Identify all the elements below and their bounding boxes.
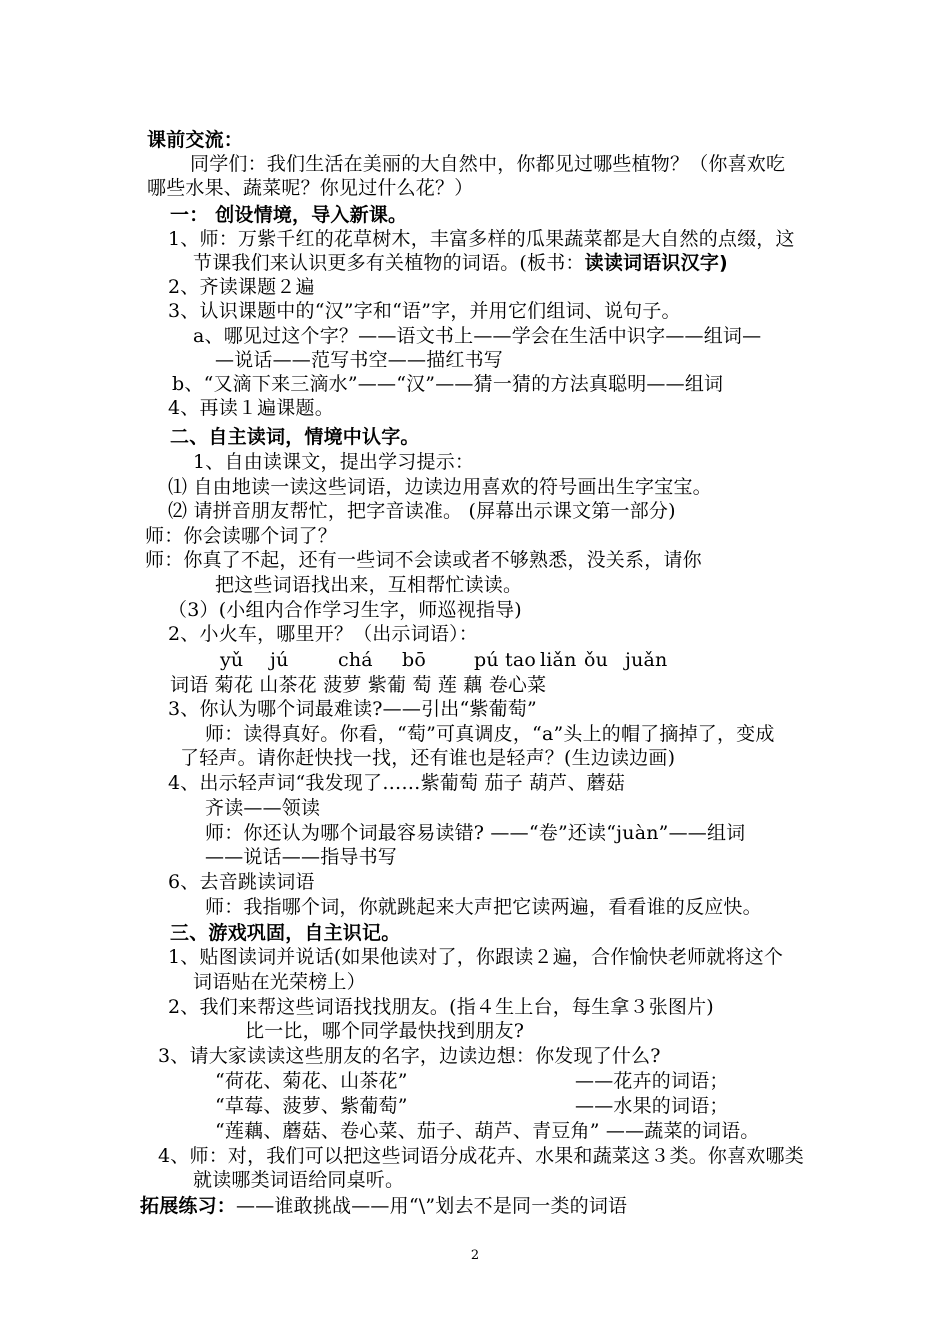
text-line: （3）(小组内合作学习生字，师巡视指导) [168, 599, 522, 621]
text-line: 6、去音跳读词语 [168, 871, 315, 893]
text-fragment: 节课我们来认识更多有关植物的词语。(板书： [193, 252, 585, 274]
text-line: a、哪见过这个字？——语文书上——学会在生活中识字——组词— [193, 325, 762, 347]
section-heading-2: 二、自主读词，情境中认字。 [170, 426, 420, 448]
pinyin: jú [270, 649, 289, 671]
text-line: 齐读——领读 [205, 797, 321, 819]
text-line [193, 251, 728, 275]
text-line: ⑵ 请拼音朋友帮忙，把字音读准。 (屏幕出示课文第一部分) [168, 500, 676, 522]
section-heading-1: 一： 创设情境，导入新课。 [170, 204, 408, 226]
text-line: 就读哪类词语给同桌听。 [193, 1169, 405, 1191]
text-line: 比一比，哪个同学最快找到朋友? [245, 1020, 525, 1042]
pinyin: ǒu [584, 649, 609, 671]
pinyin: yǔ [220, 649, 244, 671]
text-line: 1、师：万紫千红的花草树木，丰富多样的瓜果蔬菜都是大自然的点缀，这 [168, 228, 795, 250]
text-line: 2、我们来帮这些词语找找朋友。(指４生上台，每生拿３张图片) [168, 996, 714, 1018]
text-line: 师：我指哪个词，你就跳起来大声把它读两遍，看看谁的反应快。 [205, 896, 762, 918]
word-group-flowers: “荷花、菊花、山茶花” [215, 1070, 408, 1092]
pinyin: chá [338, 649, 373, 671]
pinyin: bō [402, 649, 427, 671]
text-line: —说话——范写书空——描红书写 [215, 349, 504, 371]
text-line: 4、师：对，我们可以把这些词语分成花卉、水果和蔬菜这３类。你喜欢哪类 [158, 1145, 804, 1167]
extension-label: 拓展练习： [140, 1195, 237, 1217]
text-line: 3、请大家读读这些朋友的名字，边读边想：你发现了什么? [158, 1045, 661, 1067]
text-line: 同学们：我们生活在美丽的大自然中，你都见过哪些植物？（你喜欢吃 [190, 153, 786, 175]
extension-exercise-line [140, 1194, 627, 1218]
pinyin-row [0, 648, 950, 672]
text-line: 2、齐读课题２遍 [168, 276, 315, 298]
text-line: ⑴ 自由地读一读这些词语，边读边用喜欢的符号画出生字宝宝。 [168, 476, 712, 498]
text-line: 4、出示轻声词“我发现了……紫葡萄 茄子 葫芦、蘑菇 [168, 772, 626, 794]
text-line: ——说话——指导书写 [205, 846, 398, 868]
word-group-fruits: “草莓、菠萝、紫葡萄” [215, 1095, 408, 1117]
text-line: 哪些水果、蔬菜呢？你见过什么花？） [147, 177, 474, 199]
heading-pre-class: 课前交流： [147, 129, 244, 151]
text-line: 2、小火车，哪里开？（出示词语）： [168, 623, 478, 645]
text-line: 师：你还认为哪个词最容易读错? ——“卷”还读“juàn”——组词 [205, 822, 746, 844]
section-heading-3: 三、游戏巩固，自主识记。 [170, 922, 401, 944]
word-list-line: 词语 菊花 山茶花 菠萝 紫葡 萄 莲 藕 卷心菜 [170, 674, 547, 696]
text-line: 4、再读１遍课题。 [168, 397, 334, 419]
text-line: 1、自由读课文，提出学习提示： [193, 451, 475, 473]
category-flowers: ——花卉的词语； [575, 1070, 729, 1092]
text-line: 了轻声。请你赶快找一找，还有谁也是轻声？(生边读边画) [180, 747, 676, 769]
page-number: 2 [470, 1248, 480, 1263]
text-line: 师：读得真好。你看，“萄”可真调皮，“a”头上的帽了摘掉了，变成 [205, 723, 775, 745]
pinyin: juǎn [625, 649, 668, 671]
text-fragment: ——谁敢挑战——用“\”划去不是同一类的词语 [236, 1195, 628, 1217]
text-line: 词语贴在光荣榜上） [193, 971, 366, 993]
pinyin: pú tao [474, 649, 537, 671]
text-line: 3、认识课题中的“汉”字和“语”字，并用它们组词、说句子。 [168, 300, 681, 322]
word-group-vegetables: “莲藕、蘑菇、卷心菜、茄子、葫芦、青豆角” ——蔬菜的词语。 [215, 1120, 760, 1142]
category-fruits: ——水果的词语； [575, 1095, 729, 1117]
text-line: 师：你真了不起，还有一些词不会读或者不够熟悉，没关系，请你 [145, 549, 702, 571]
board-title: 读读词语识汉字) [584, 252, 728, 274]
pinyin: liǎn [540, 649, 577, 671]
text-line: 师：你会读哪个词了？ [145, 525, 338, 547]
text-line: 3、你认为哪个词最难读?——引出“紫葡萄” [168, 698, 537, 720]
text-line: 1、贴图读词并说话(如果他读对了，你跟读２遍，合作愉快老师就将这个 [168, 946, 784, 968]
text-line: b、“又滴下来三滴水”——“汉”——猜一猜的方法真聪明——组词 [172, 373, 724, 395]
text-line: 把这些词语找出来，互相帮忙读读。 [215, 574, 523, 596]
